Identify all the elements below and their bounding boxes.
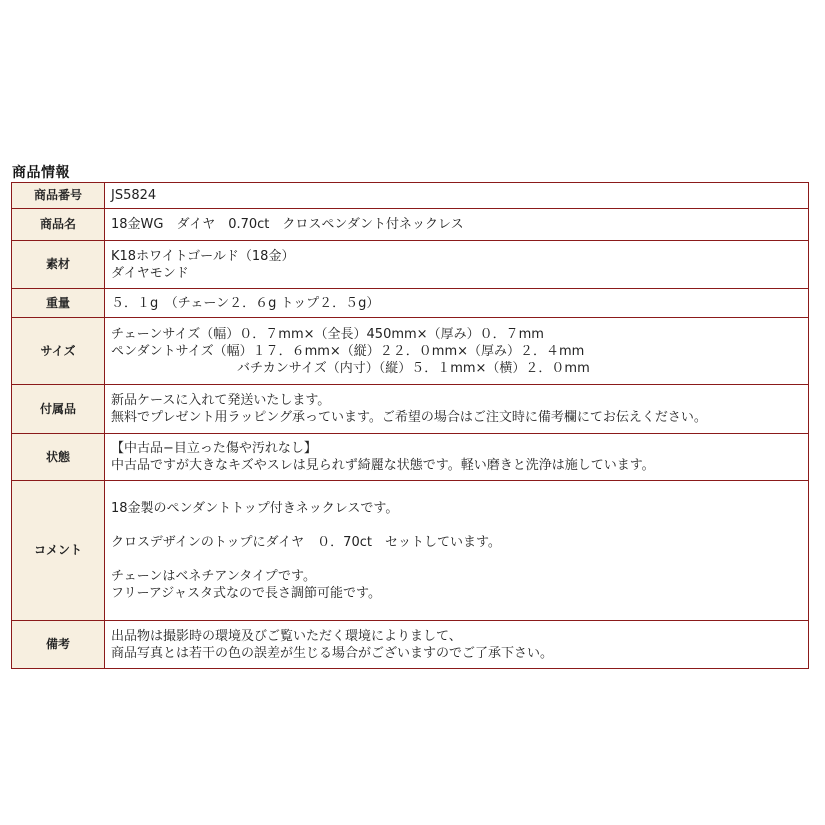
material-line: ダイヤモンド — [111, 265, 189, 281]
row-label: 素材 — [12, 241, 105, 289]
row-label: コメント — [12, 481, 105, 621]
comment-line: 18金製のペンダントトップ付きネックレスです。 — [111, 500, 399, 516]
row-value — [105, 183, 809, 209]
remarks-line: 出品物は撮影時の環境及びご覧いただく環境によりまして、 — [111, 628, 462, 644]
row-value — [105, 621, 809, 669]
section-title: 商品情報 — [12, 165, 70, 181]
table-row — [12, 241, 809, 289]
row-label: 備考 — [12, 621, 105, 669]
row-label: 商品名 — [12, 209, 105, 241]
row-label: 状態 — [12, 434, 105, 481]
accessory-line: 無料でプレゼント用ラッピング承っています。ご希望の場合はご注文時に備考欄にてお伝えください。 — [111, 410, 707, 425]
material-line: K18ホワイトゴールド（18金） — [111, 248, 295, 264]
product-number: JS5824 — [111, 188, 157, 203]
row-value — [105, 289, 809, 318]
comment-spacer — [111, 551, 804, 568]
row-value — [105, 241, 809, 289]
table-row — [12, 209, 809, 241]
table-row — [12, 434, 809, 481]
product-info-table — [11, 182, 809, 669]
row-value — [105, 318, 809, 385]
table-row — [12, 289, 809, 318]
row-value — [105, 434, 809, 481]
accessory-line: 新品ケースに入れて発送いたします。 — [111, 393, 331, 408]
condition-line: 【中古品−目立った傷や汚れなし】 — [111, 441, 317, 456]
table-row — [12, 621, 809, 669]
row-label: 商品番号 — [12, 183, 105, 209]
comment-spacer — [111, 517, 804, 534]
row-value — [105, 209, 809, 241]
weight-value: ５．１g （チェーン２．６g トップ２．５g） — [111, 295, 380, 311]
table-row — [12, 481, 809, 621]
condition-line: 中古品ですが大きなキズやスレは見られず綺麗な状態です。軽い磨きと洗浄は施しています。 — [111, 458, 655, 473]
comment-line: チェーンはベネチアンタイプです。 — [111, 568, 317, 584]
row-value — [105, 385, 809, 434]
row-label: 付属品 — [12, 385, 105, 434]
comment-line: フリーアジャスタ式なので長さ調節可能です。 — [111, 585, 382, 601]
size-line: バチカンサイズ（内寸）（縦）５．１mm×（横）２．０mm — [237, 360, 590, 376]
product-name: 18金WG ダイヤ 0.70ct クロスペンダント付ネックレス — [111, 217, 464, 232]
size-line: ペンダントサイズ（幅）１７．６mm×（縦）２２．０mm×（厚み）２．４mm — [111, 343, 585, 359]
table-row — [12, 385, 809, 434]
row-label: サイズ — [12, 318, 105, 385]
table-row — [12, 318, 809, 385]
comment-line: クロスデザインのトップにダイヤ ０．70ct セットしています。 — [111, 534, 501, 550]
row-label: 重量 — [12, 289, 105, 318]
size-line: チェーンサイズ（幅）０．７mm×（全長）450mm×（厚み）０．７mm — [111, 326, 544, 342]
row-value — [105, 481, 809, 621]
table-row — [12, 183, 809, 209]
remarks-line: 商品写真とは若干の色の誤差が生じる場合がございますのでご了承下さい。 — [111, 645, 554, 661]
